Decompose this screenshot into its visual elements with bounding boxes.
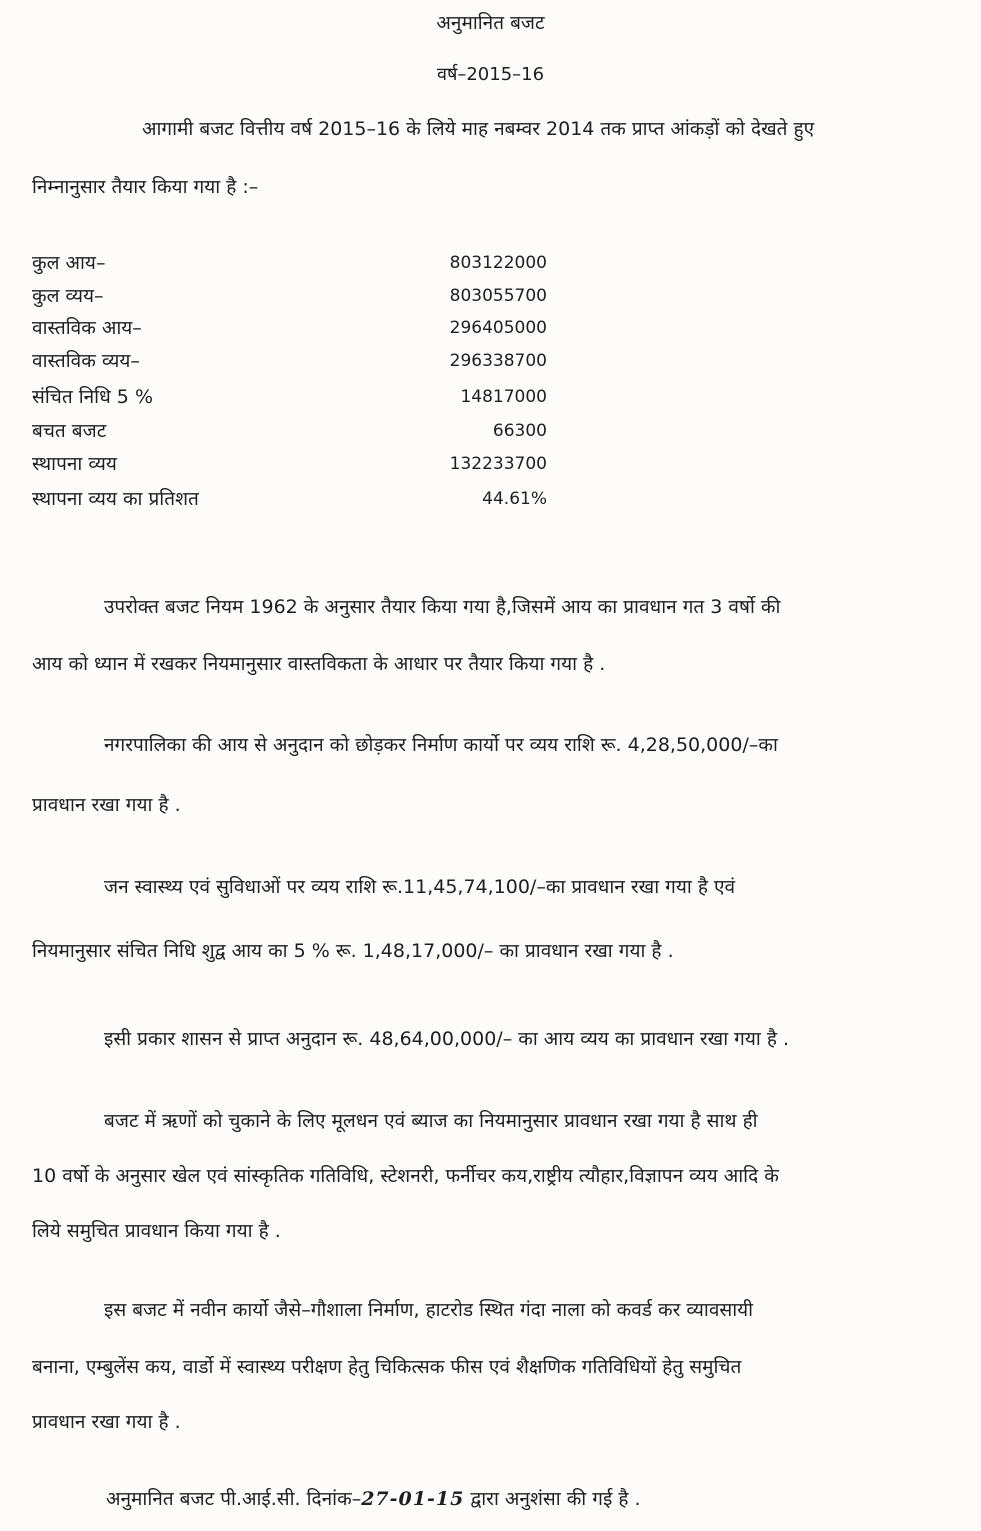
paragraph-6-line-3: प्रावधान रखा गया है . [32, 1411, 181, 1433]
intro-line-2: निम्नानुसार तैयार किया गया है :– [32, 176, 259, 198]
summary-label: स्थापना व्यय का प्रतिशत [32, 488, 199, 510]
handwritten-date: 27-01-15 [361, 1488, 465, 1510]
paragraph-5-line-2: 10 वर्षो के अनुसार खेल एवं सांस्कृतिक गतिविधि, स्टेशनरी, फर्नीचर कय,राष्ट्रीय त्यौहार,विज्ञापन व्यय आदि के [32, 1165, 779, 1187]
summary-value: 14817000 [460, 387, 547, 407]
paragraph-5-line-1: बजट में ऋणों को चुकाने के लिए मूलधन एवं ब्याज का नियमानुसार प्रावधान रखा गया है साथ ही [104, 1110, 758, 1132]
paragraph-1-line-1: उपरोक्त बजट नियम 1962 के अनुसार तैयार किया गया है,जिसमें आय का प्रावधान गत 3 वर्षो की [104, 596, 781, 618]
paragraph-7-line-1 [106, 1486, 641, 1512]
summary-label: बचत बजट [32, 420, 107, 442]
intro-line-1: आगामी बजट वित्तीय वर्ष 2015–16 के लिये माह नबम्वर 2014 तक प्राप्त आंकड़ों को देखते हुए [142, 118, 815, 140]
summary-label: कुल आय– [32, 252, 106, 274]
paragraph-7-suffix: द्वारा अनुशंसा की गई है . [464, 1488, 641, 1510]
summary-label: वास्तविक व्यय– [32, 350, 140, 372]
summary-value: 296405000 [449, 318, 547, 338]
paragraph-7-prefix: अनुमानित बजट पी.आई.सी. दिनांक– [106, 1488, 362, 1510]
paragraph-6-line-2: बनाना, एम्बुलेंस कय, वार्डो में स्वास्थ्य परीक्षण हेतु चिकित्सक फीस एवं शैक्षणिक गतिविधियों हेतु समुचित [32, 1356, 742, 1378]
summary-value: 44.61% [482, 489, 547, 509]
paragraph-4-line-1: इसी प्रकार शासन से प्राप्त अनुदान रू. 48,64,00,000/– का आय व्यय का प्रावधान रखा गया है . [104, 1028, 789, 1050]
paragraph-1-line-2: आय को ध्यान में रखकर नियमानुसार वास्तविकता के आधार पर तैयार किया गया है . [32, 653, 606, 675]
summary-value: 296338700 [449, 351, 547, 371]
summary-value: 803122000 [449, 253, 547, 273]
summary-label: वास्तविक आय– [32, 317, 142, 339]
summary-label: संचित निधि 5 % [32, 386, 153, 408]
paragraph-6-line-1: इस बजट में नवीन कार्यो जैसे–गौशाला निर्माण, हाटरोड स्थित गंदा नाला को कवर्ड कर व्यावसायी [104, 1299, 754, 1321]
summary-value: 132233700 [449, 454, 547, 474]
paragraph-5-line-3: लिये समुचित प्रावधान किया गया है . [32, 1220, 281, 1242]
document-year: वर्ष–2015–16 [436, 64, 545, 85]
paragraph-2-line-1: नगरपालिका की आय से अनुदान को छोड़कर निर्माण कार्यो पर व्यय राशि रू. 4,28,50,000/–का [104, 734, 778, 756]
summary-value: 803055700 [449, 286, 547, 306]
summary-label: स्थापना व्यय [32, 453, 117, 475]
document-title: अनुमानित बजट [436, 12, 545, 34]
paragraph-3-line-1: जन स्वास्थ्य एवं सुविधाओं पर व्यय राशि रू.11,45,74,100/–का प्रावधान रखा गया है एवं [104, 876, 736, 898]
paragraph-3-line-2: नियमानुसार संचित निधि शुद्व आय का 5 % रू. 1,48,17,000/– का प्रावधान रखा गया है . [32, 940, 674, 962]
summary-label: कुल व्यय– [32, 285, 104, 307]
summary-value: 66300 [492, 421, 547, 441]
paragraph-2-line-2: प्रावधान रखा गया है . [32, 794, 181, 816]
